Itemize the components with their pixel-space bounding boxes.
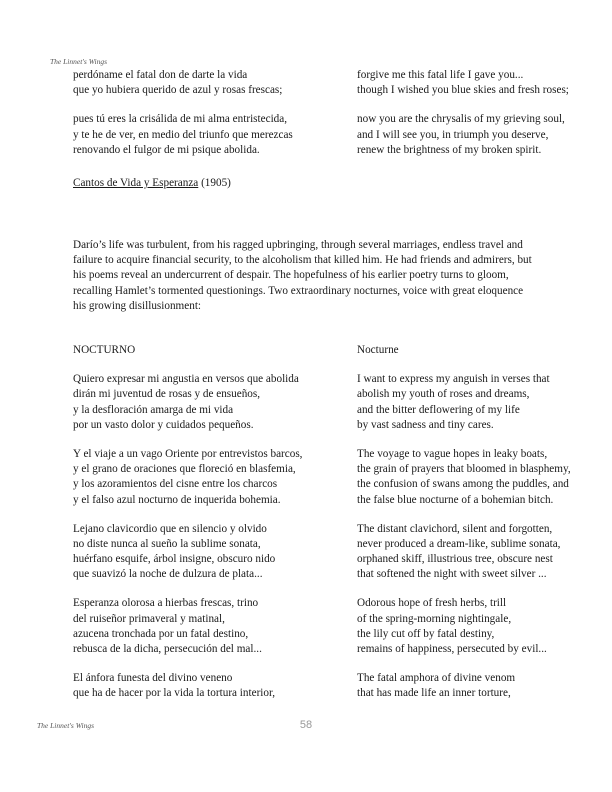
poem-line: the false blue nocturne of a bohemian bitch. <box>357 493 554 506</box>
poem-line: and I will see you, in triumph you deserve, <box>357 128 549 141</box>
nocturno-english <box>357 343 571 702</box>
poem-line: Odorous hope of fresh herbs, trill <box>357 597 507 610</box>
top-poem-english <box>357 68 569 158</box>
page-number: 58 <box>299 719 313 731</box>
poem-line: I want to express my anguish in verses that <box>357 373 550 386</box>
poem-line: del ruiseñor primaveral y matinal, <box>73 612 225 625</box>
poem-line: que suavizó la noche de dulzura de plata... <box>73 568 263 581</box>
poem-line: dirán mi juventud de rosas y de ensueños, <box>73 388 261 401</box>
poem-line: renovando el fulgor de mi psique abolida. <box>73 143 260 156</box>
commentary-paragraph <box>73 238 573 314</box>
prose-line: recalling Hamlet’s tormented questionings. Two extraordinary nocturnes, voice with great eloquence <box>73 284 524 297</box>
prose-line: Darío’s life was turbulent, from his ragged upbringing, through several marriages, endless travel and <box>73 239 523 251</box>
top-poem-spanish <box>73 68 293 158</box>
poem-line: El ánfora funesta del divino veneno <box>73 672 233 685</box>
poem-line: y el falso azul nocturno de inquerida bohemia. <box>73 493 281 506</box>
poem-line: the confusion of swans among the puddles, and <box>357 478 569 491</box>
running-head: The Linnet's Wings <box>50 57 108 66</box>
poem-line: pues tú eres la crisálida de mi alma entristecida, <box>73 113 288 126</box>
poem-line: por un vasto dolor y cuidados pequeños. <box>73 418 254 431</box>
poem-line: no diste nunca al sueño la sublime sonata, <box>73 537 261 550</box>
poem-line: The voyage to vague hopes in leaky boats, <box>357 447 548 460</box>
running-foot: The Linnet's Wings <box>37 721 95 730</box>
poem-line: that has made life an inner torture, <box>357 687 511 700</box>
prose-line: failure to acquire financial security, to the alcoholism that killed him. He had friends and admirers, but <box>73 254 532 267</box>
citation <box>73 177 231 189</box>
poem-title-spanish: NOCTURNO <box>73 344 136 356</box>
poem-line: The fatal amphora of divine venom <box>357 672 516 685</box>
prose-line: his poems reveal an undercurrent of despair. The hopefulness of his earlier poetry turns to gloom, <box>73 269 509 282</box>
poem-line: azucena tronchada por un fatal destino, <box>73 627 249 640</box>
poem-title-english: Nocturne <box>357 344 399 356</box>
poem-line: Esperanza olorosa a hierbas frescas, trino <box>73 597 259 610</box>
poem-line: The distant clavichord, silent and forgotten, <box>357 522 553 535</box>
poem-line: remains of happiness, persecuted by evil... <box>357 643 547 655</box>
poem-line: renew the brightness of my broken spirit. <box>357 143 542 156</box>
citation-title: Cantos de Vida y Esperanza <box>73 177 199 189</box>
poem-line: the grain of prayers that bloomed in blasphemy, <box>357 463 571 476</box>
poem-line: never produced a dream-like, sublime sonata, <box>357 537 561 550</box>
poem-line: que yo hubiera querido de azul y rosas frescas; <box>73 84 283 97</box>
poem-line: Lejano clavicordio que en silencio y olvido <box>73 522 267 535</box>
prose-line: his growing disillusionment: <box>73 299 202 312</box>
poem-line: now you are the chrysalis of my grieving soul, <box>357 113 565 126</box>
citation-year: (1905) <box>201 177 231 189</box>
poem-line: rebusca de la dicha, persecución del mal... <box>73 643 262 655</box>
poem-line: abolish my youth of roses and dreams, <box>357 388 530 401</box>
poem-line: Quiero expresar mi angustia en versos que abolida <box>73 373 299 386</box>
poem-line: though I wished you blue skies and fresh roses; <box>357 84 569 97</box>
poem-line: y te he de ver, en medio del triunfo que merezcas <box>73 128 293 141</box>
poem-line: forgive me this fatal life I gave you... <box>357 69 524 81</box>
poem-line: y el grano de oraciones que floreció en blasfemia, <box>73 463 296 476</box>
poem-line: that softened the night with sweet silver ... <box>357 568 547 581</box>
poem-line: perdóname el fatal don de darte la vida <box>73 69 248 81</box>
poem-line: Y el viaje a un vago Oriente por entrevistos barcos, <box>73 447 303 460</box>
poem-line: by vast sadness and tiny cares. <box>357 418 494 431</box>
poem-line: the lily cut off by fatal destiny, <box>357 627 495 640</box>
poem-line: of the spring-morning nightingale, <box>357 612 512 625</box>
nocturno-spanish <box>73 343 302 702</box>
poem-line: y los azoramientos del cisne entre los charcos <box>73 478 278 491</box>
poem-line: huérfano esquife, árbol insigne, obscuro nido <box>73 553 276 566</box>
poem-line: que ha de hacer por la vida la tortura interior, <box>73 687 276 700</box>
poem-line: y la desfloración amarga de mi vida <box>73 403 234 416</box>
poem-line: and the bitter deflowering of my life <box>357 403 520 416</box>
poem-line: orphaned skiff, illustrious tree, obscure nest <box>357 553 553 566</box>
